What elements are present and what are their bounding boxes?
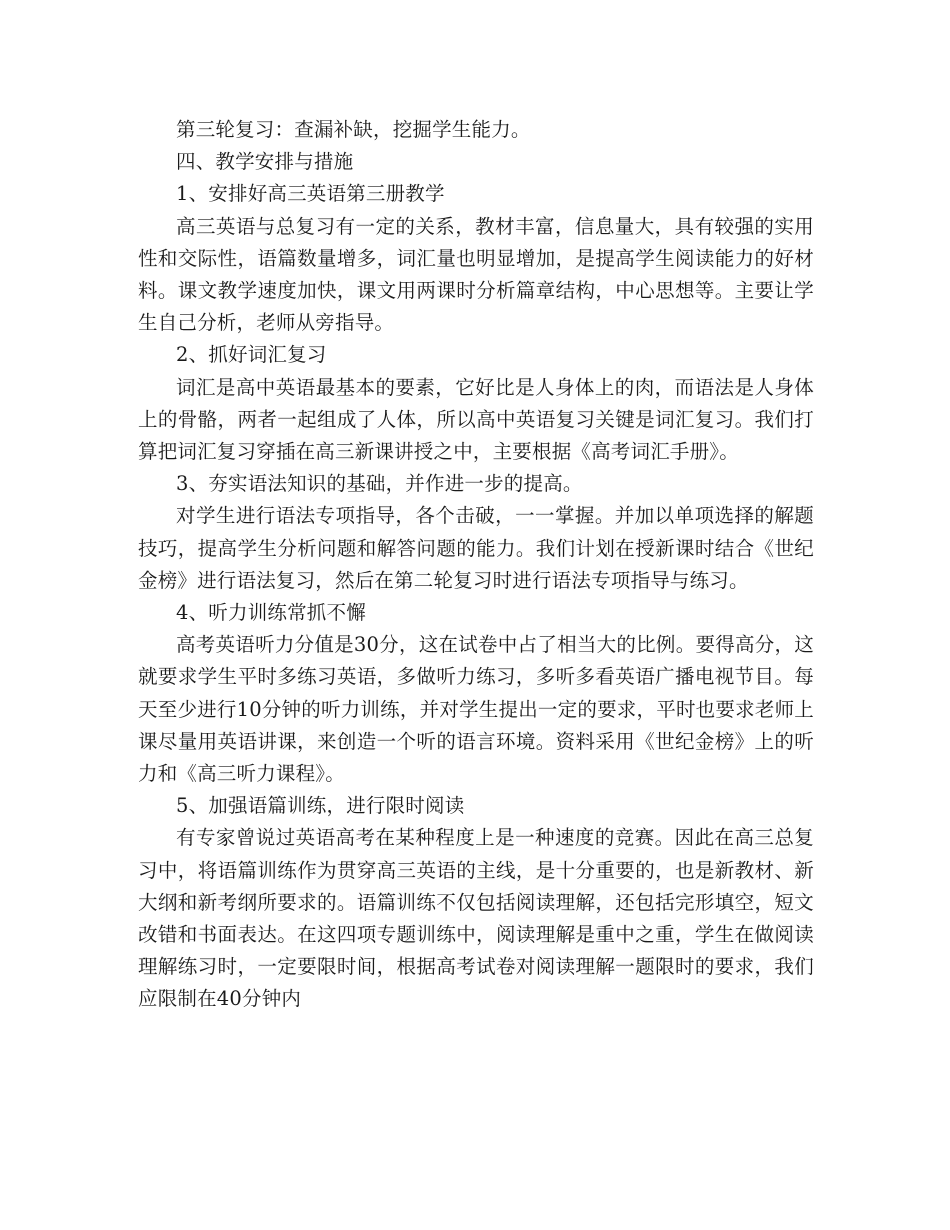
section-heading-teaching-arrangements: 四、教学安排与措施 <box>176 150 354 174</box>
subheading-listening-training: 4、听力训练常抓不懈 <box>176 601 366 625</box>
paragraph-review-round-three: 第三轮复习：查漏补缺，挖掘学生能力。 <box>176 118 531 141</box>
paragraph-listening-training: 高考英语听力分值是30分，这在试卷中占了相当大的比例。要得高分，这就要求学生平时多练习英语，多做听力练习，多听多看英语广播电视节目。每天至少进行10分钟的听力训练，并对学生提出一定的要求，平时也要求老师上课尽量用英语讲课，来创造一个听的语言环境。资料采用《世纪金榜》上的听力和《高三听力课程》。 <box>138 633 814 786</box>
paragraph-grammar-foundation: 对学生进行语法专项指导，各个击破，一一掌握。并加以单项选择的解题技巧，提高学生分析问题和解答问题的能力。我们计划在授新课时结合《世纪金榜》进行语法复习，然后在第二轮复习时进行语法专项指导与练习。 <box>138 504 814 592</box>
paragraph-textbook-teaching: 高三英语与总复习有一定的关系，教材丰富，信息量大，具有较强的实用性和交际性，语篇数量增多，词汇量也明显增加，是提高学生阅读能力的好材料。课文教学速度加快，课文用两课时分析篇章结构，中心思想等。主要让学生自己分析，老师从旁指导。 <box>138 214 814 335</box>
subheading-reading-training: 5、加强语篇训练，进行限时阅读 <box>176 794 465 818</box>
paragraph-reading-training: 有专家曾说过英语高考在某种程度上是一种速度的竞赛。因此在高三总复习中，将语篇训练作为贯穿高三英语的主线，是十分重要的，也是新教材、新大纲和新考纲所要求的。语篇训练不仅包括阅读理解，还包括完形填空，短文改错和书面表达。在这四项专题训练中，阅读理解是重中之重，学生在做阅读理解练习时，一定要限时间，根据高考试卷对阅读理解一题限时的要求，我们应限制在40分钟内 <box>138 826 814 1011</box>
subheading-grammar-foundation: 3、夯实语法知识的基础，并作进一步的提高。 <box>176 472 583 496</box>
paragraph-vocabulary-review: 词汇是高中英语最基本的要素，它好比是人身体上的肉，而语法是人身体上的骨骼，两者一起组成了人体，所以高中英语复习关键是词汇复习。我们打算把词汇复习穿插在高三新课讲授之中，主要根据《高考词汇手册》。 <box>138 375 814 464</box>
subheading-textbook-teaching: 1、安排好高三英语第三册教学 <box>176 182 445 206</box>
document-body <box>138 114 814 1016</box>
subheading-vocabulary-review: 2、抓好词汇复习 <box>176 343 327 367</box>
